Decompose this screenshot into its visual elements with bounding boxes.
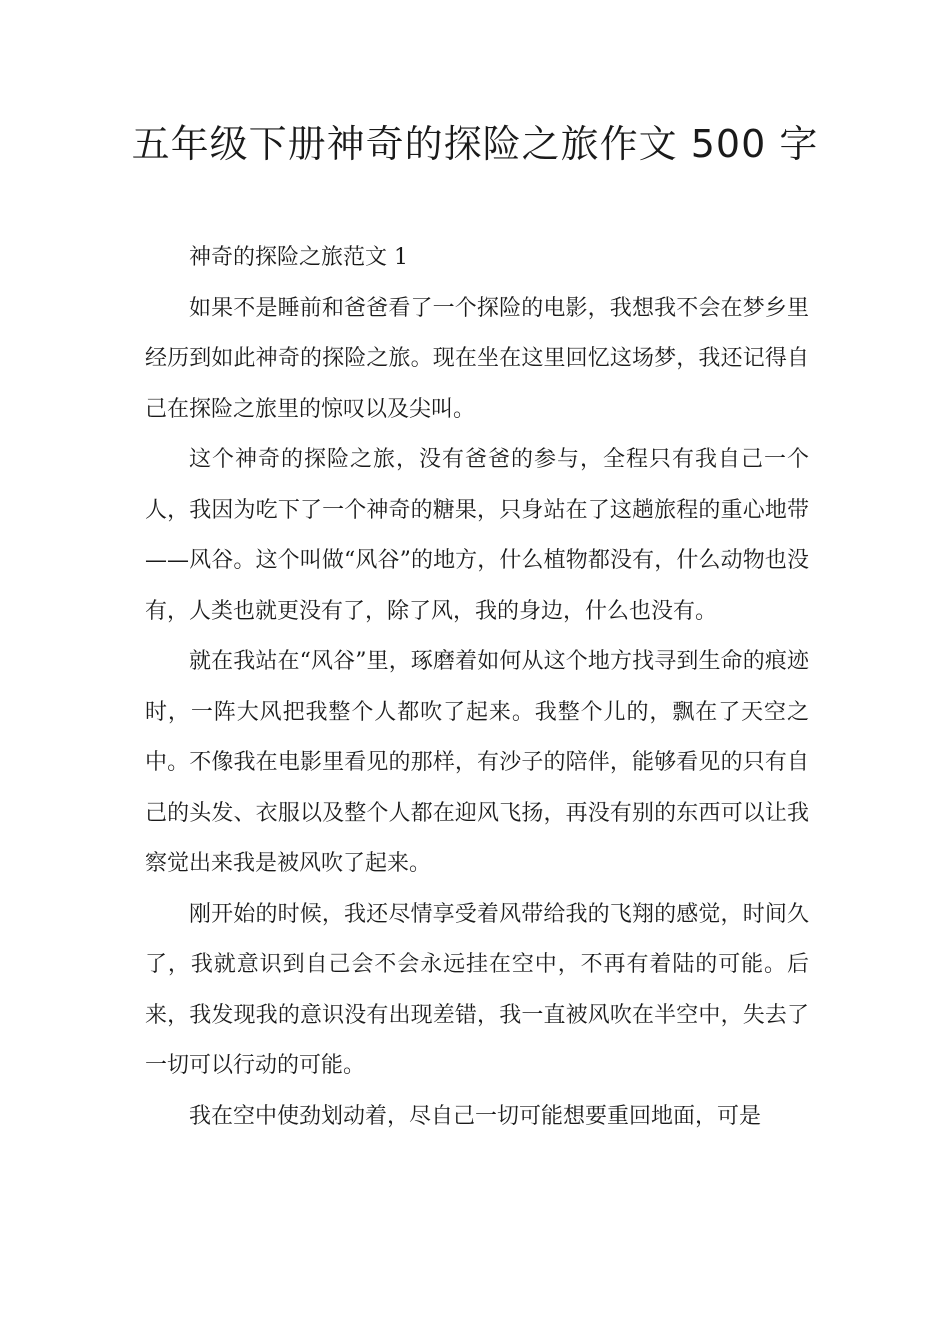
paragraph-2: 这个神奇的探险之旅，没有爸爸的参与，全程只有我自己一个人，我因为吃下了一个神奇的糖果，只身站在了这趟旅程的重心地带——风谷。这个叫做“风谷”的地方，什么植物都没有，什么动物也没有，人类也就更没有了，除了风，我的身边，什么也没有。 [145,447,809,624]
paragraph-3: 就在我站在“风谷”里，琢磨着如何从这个地方找寻到生命的痕迹时，一阵大风把我整个人都吹了起来。我整个儿的，飘在了天空之中。不像我在电影里看见的那样，有沙子的陪伴，能够看见的只有自己的头发、衣服以及整个人都在迎风飞扬，再没有别的东西可以让我察觉出来我是被风吹了起来。 [145,649,809,876]
section-subheading: 神奇的探险之旅范文 1 [189,245,408,270]
paragraph-1: 如果不是睡前和爸爸看了一个探险的电影，我想我不会在梦乡里经历到如此神奇的探险之旅。现在坐在这里回忆这场梦，我还记得自己在探险之旅里的惊叹以及尖叫。 [145,295,809,422]
paragraph-4: 刚开始的时候，我还尽情享受着风带给我的飞翔的感觉，时间久了，我就意识到自己会不会永远挂在空中，不再有着陆的可能。后来，我发现我的意识没有出现差错，我一直被风吹在半空中，失去了一切可以行动的可能。 [145,901,809,1078]
document-title: 五年级下册神奇的探险之旅作文 500 字 [131,122,819,166]
document-body [145,233,809,1142]
paragraph-5: 我在空中使劲划动着，尽自己一切可能想要重回地面，可是 [189,1103,762,1129]
